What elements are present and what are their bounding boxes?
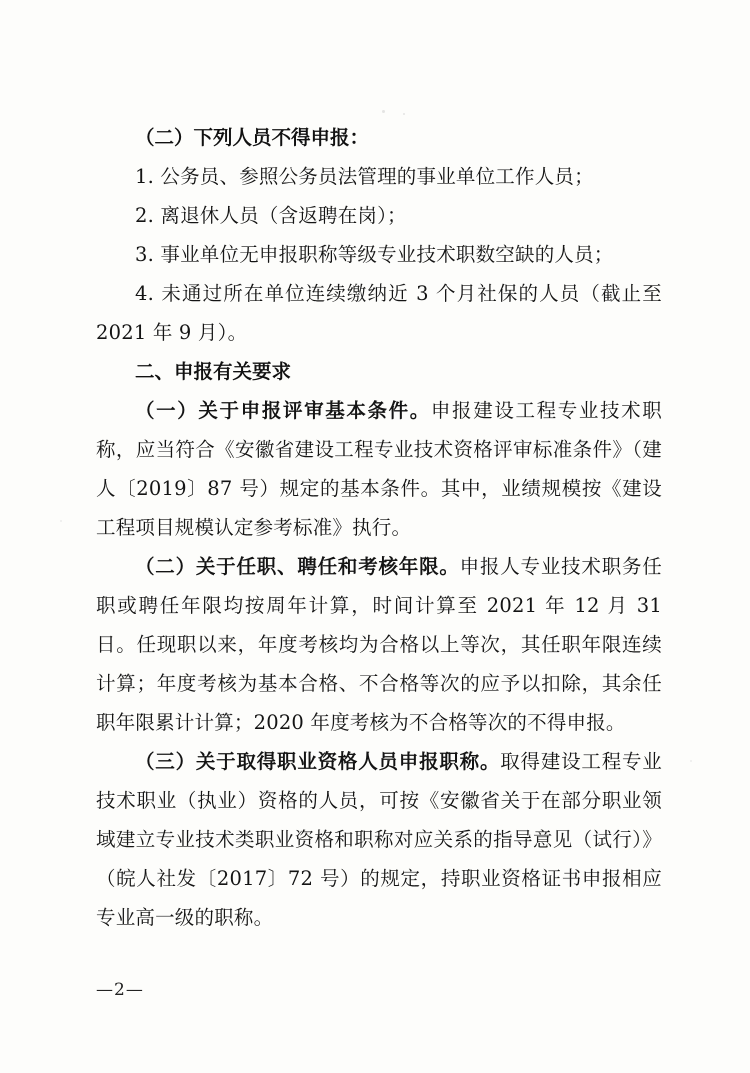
page-number: —2—	[96, 980, 144, 1000]
list-item-2: 2. 离退休人员（含返聘在岗）；	[135, 204, 407, 227]
paragraph-tenure-years-body: 申报人专业技术职务任职或聘任年限均按周年计算，时间计算至 2021 年 12 月 31 日。任现职以来，年度考核均为合格以上等次，其任职年限连续计算；年度考核为基本合格、不合格等次的应予以扣除，其余任职年限累计计算；2020 年度考核为不合格等次的不得申报。	[96, 555, 662, 734]
paragraph-tenure-years	[96, 547, 662, 742]
paragraph-basic-conditions-body: 申报建设工程专业技术职称，应当符合《安徽省建设工程专业技术资格评审标准条件》（建人〔2019〕87 号）规定的基本条件。其中，业绩规模按《建设工程项目规模认定参考标准》执行。	[96, 399, 662, 539]
scan-speck	[403, 113, 405, 115]
document-body	[96, 118, 662, 937]
paragraph-vocational-qualification-body: 取得建设工程专业技术职业（执业）资格的人员，可按《安徽省关于在部分职业领域建立专业技术类职业资格和职称对应关系的指导意见（试行）》（皖人社发〔2017〕72 号）的规定，持职业资格证书申报相应专业高一级的职称。	[96, 750, 662, 929]
list-item-3: 3. 事业单位无申报职称等级专业技术职数空缺的人员；	[135, 243, 614, 266]
scan-speck	[382, 110, 385, 113]
paragraph-vocational-qualification-lead: （三）关于取得职业资格人员申报职称。	[135, 750, 501, 773]
section-heading-requirements: 二、申报有关要求	[135, 360, 292, 383]
paragraph-vocational-qualification	[96, 742, 662, 937]
list-item-1: 1. 公务员、参照公务员法管理的事业单位工作人员；	[135, 165, 594, 188]
scan-speck	[60, 520, 62, 522]
scan-speck	[690, 760, 692, 762]
list-item-4: 4. 未通过所在单位连续缴纳近 3 个月社保的人员（截止至 2021 年 9 月）。	[96, 282, 662, 344]
section-heading-disqualified: （二）下列人员不得申报：	[135, 126, 370, 149]
paragraph-tenure-years-lead: （二）关于任职、聘任和考核年限。	[135, 555, 460, 578]
paragraph-basic-conditions-lead: （一）关于申报评审基本条件。	[135, 399, 431, 422]
paragraph-basic-conditions	[96, 391, 662, 547]
